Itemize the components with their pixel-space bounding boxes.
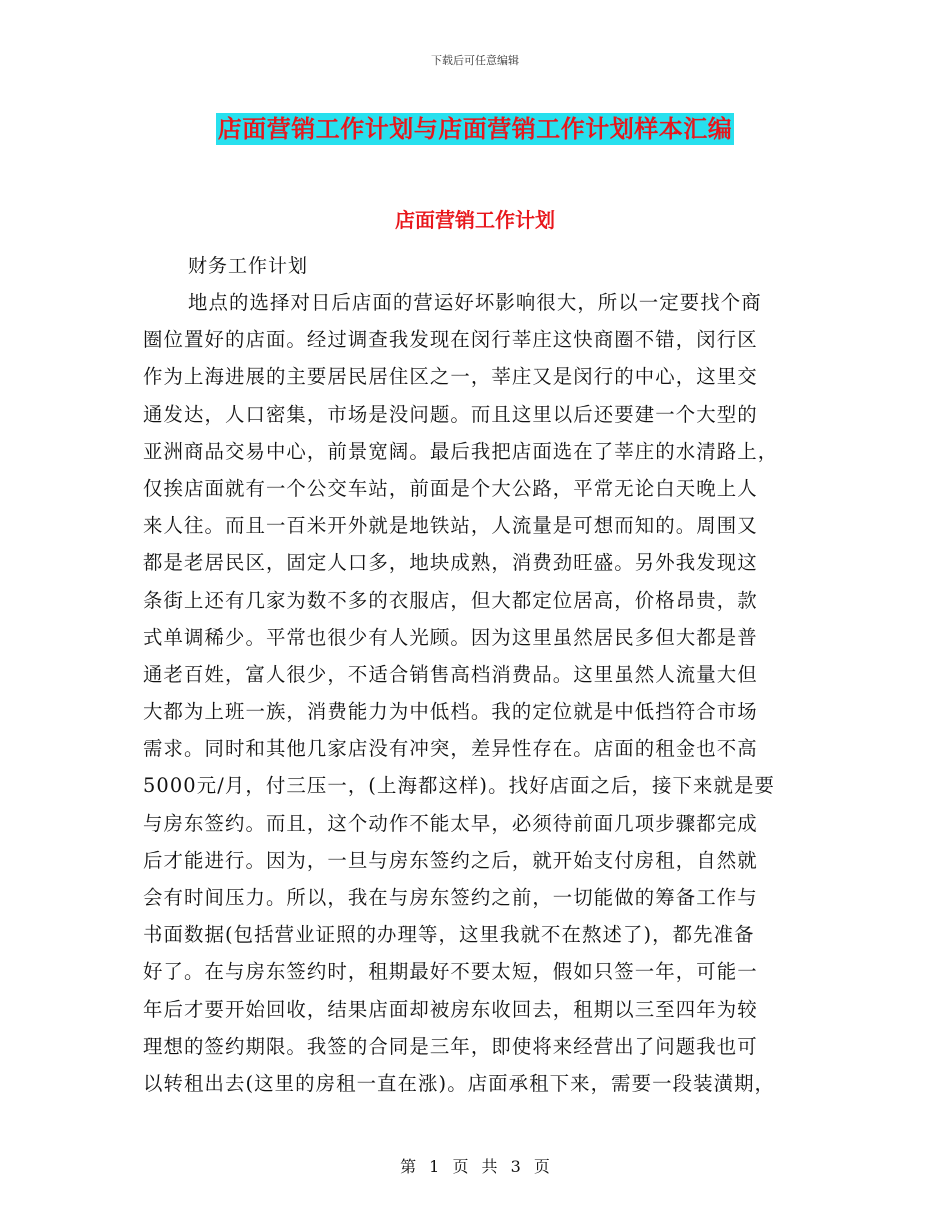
main-title-container [0, 113, 950, 145]
paragraph-line: 条街上还有几家为数不多的衣服店，但大都定位居高，价格昂贵，款 [143, 588, 758, 612]
paragraph-line: 圈位置好的店面。经过调查我发现在闵行莘庄这快商圈不错，闵行区 [143, 328, 758, 352]
page-footer: 第 1 页 共 3 页 [400, 1157, 550, 1176]
paragraph-line: 后才能进行。因为，一旦与房东签约之后，就开始支付房租，自然就 [143, 848, 758, 872]
paragraph-line: 5000元/月，付三压一，(上海都这样)。找好店面之后，接下来就是要 [143, 774, 775, 798]
paragraph-line: 需求。同时和其他几家店没有冲突，差异性存在。店面的租金也不高 [143, 737, 758, 761]
section-title: 店面营销工作计划 [395, 208, 555, 232]
paragraph-line: 好了。在与房东签约时，租期最好不要太短，假如只签一年，可能一 [143, 960, 758, 984]
paragraph-line: 大都为上班一族，消费能力为中低档。我的定位就是中低挡符合市场 [143, 700, 758, 724]
page-header-note: 下载后可任意编辑 [431, 54, 519, 67]
paragraph-line: 来人往。而且一百米开外就是地铁站，人流量是可想而知的。周围又 [143, 514, 758, 538]
paragraph-line: 作为上海进展的主要居民居住区之一，莘庄又是闵行的中心，这里交 [143, 365, 758, 389]
paragraph-line: 会有时间压力。所以，我在与房东签约之前，一切能做的筹备工作与 [143, 886, 758, 909]
subheading: 财务工作计划 [188, 255, 309, 277]
paragraph-line: 亚洲商品交易中心，前景宽阔。最后我把店面选在了莘庄的水清路上， [143, 439, 779, 463]
paragraph-line: 书面数据(包括营业证照的办理等，这里我就不在熬述了)，都先准备 [143, 923, 755, 947]
paragraph-line: 通发达，人口密集，市场是没问题。而且这里以后还要建一个大型的 [143, 402, 758, 426]
paragraph-line: 都是老居民区，固定人口多，地块成熟，消费劲旺盛。另外我发现这 [143, 551, 758, 575]
paragraph-line: 仅挨店面就有一个公交车站，前面是个大公路，平常无论白天晚上人 [143, 476, 758, 500]
document-title: 店面营销工作计划与店面营销工作计划样本汇编 [217, 115, 733, 143]
paragraph-line: 式单调稀少。平常也很少有人光顾。因为这里虽然居民多但大都是普 [143, 625, 758, 649]
paragraph-line: 与房东签约。而且，这个动作不能太早，必须待前面几项步骤都完成 [143, 811, 758, 835]
body-paragraph [143, 284, 809, 1102]
paragraph-line: 地点的选择对日后店面的营运好坏影响很大，所以一定要找个商 [188, 291, 762, 314]
paragraph-line: 通老百姓，富人很少，不适合销售高档消费品。这里虽然人流量大但 [143, 662, 758, 686]
paragraph-line: 年后才要开始回收，结果店面却被房东收回去，租期以三至四年为较 [143, 997, 758, 1021]
paragraph-line: 理想的签约期限。我签的合同是三年，即使将来经营出了问题我也可 [143, 1034, 758, 1058]
paragraph-line: 以转租出去(这里的房租一直在涨)。店面承租下来，需要一段装潢期， [143, 1071, 776, 1095]
